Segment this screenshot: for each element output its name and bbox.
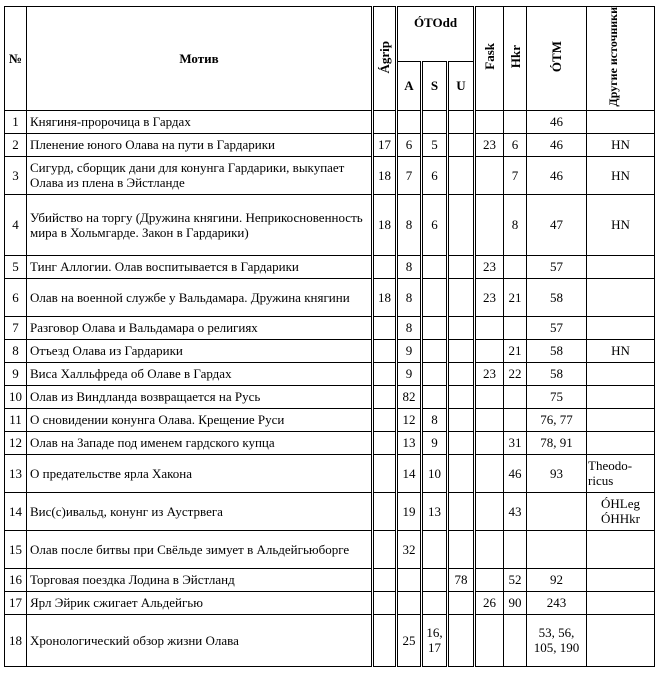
- cell-other: [587, 110, 655, 133]
- cell-u: [448, 316, 475, 339]
- cell-motif: Сигурд, сборщик дани для конунга Гардарики, выкупает Олава из плена в Эйстланде: [27, 156, 373, 194]
- cell-fask: [475, 614, 504, 666]
- cell-num: 16: [5, 568, 27, 591]
- table-row: [5, 133, 655, 156]
- cell-otm: 46: [527, 110, 587, 133]
- cell-other: [587, 591, 655, 614]
- table-row: [5, 110, 655, 133]
- table-row: [5, 614, 655, 666]
- cell-hkr: 90: [504, 591, 527, 614]
- cell-motif: Хронологический обзор жизни Олава: [27, 614, 373, 666]
- cell-agrip: [373, 385, 397, 408]
- cell-otm: [527, 492, 587, 530]
- cell-hkr: 7: [504, 156, 527, 194]
- cell-other: HN: [587, 194, 655, 255]
- cell-hkr: 6: [504, 133, 527, 156]
- cell-otm: [527, 530, 587, 568]
- motif-table: [4, 6, 655, 667]
- table-row: [5, 431, 655, 454]
- cell-motif: Олав на военной службе у Вальдамара. Дружина княгини: [27, 278, 373, 316]
- cell-a: 19: [397, 492, 422, 530]
- cell-otm: 93: [527, 454, 587, 492]
- header-fask-label: Fask: [482, 43, 497, 71]
- cell-a: 14: [397, 454, 422, 492]
- cell-other: [587, 614, 655, 666]
- cell-num: 7: [5, 316, 27, 339]
- cell-a: [397, 591, 422, 614]
- cell-num: 5: [5, 255, 27, 278]
- cell-other: HN: [587, 133, 655, 156]
- cell-other: [587, 568, 655, 591]
- cell-agrip: [373, 614, 397, 666]
- cell-a: 25: [397, 614, 422, 666]
- header-other-label: Другие источники: [605, 7, 620, 107]
- header-num: №: [5, 7, 27, 111]
- cell-a: 7: [397, 156, 422, 194]
- cell-otm: 58: [527, 339, 587, 362]
- cell-s: 8: [422, 408, 448, 431]
- cell-a: 9: [397, 362, 422, 385]
- table-row: [5, 385, 655, 408]
- cell-u: [448, 362, 475, 385]
- cell-num: 12: [5, 431, 27, 454]
- cell-a: 32: [397, 530, 422, 568]
- cell-agrip: [373, 362, 397, 385]
- header-fask: [475, 7, 504, 111]
- cell-other: [587, 278, 655, 316]
- cell-u: [448, 492, 475, 530]
- cell-s: [422, 568, 448, 591]
- cell-agrip: [373, 568, 397, 591]
- cell-s: 10: [422, 454, 448, 492]
- cell-hkr: [504, 408, 527, 431]
- cell-num: 3: [5, 156, 27, 194]
- cell-motif: Виса Халльфреда об Олаве в Гардах: [27, 362, 373, 385]
- table-row: [5, 408, 655, 431]
- cell-u: [448, 591, 475, 614]
- cell-otm: 58: [527, 278, 587, 316]
- cell-s: [422, 362, 448, 385]
- cell-u: [448, 110, 475, 133]
- cell-fask: 23: [475, 133, 504, 156]
- cell-a: 8: [397, 194, 422, 255]
- cell-hkr: 43: [504, 492, 527, 530]
- cell-s: [422, 316, 448, 339]
- cell-other: [587, 530, 655, 568]
- cell-hkr: [504, 110, 527, 133]
- cell-u: [448, 133, 475, 156]
- cell-a: 82: [397, 385, 422, 408]
- cell-u: [448, 156, 475, 194]
- cell-fask: [475, 530, 504, 568]
- cell-other: [587, 385, 655, 408]
- cell-s: 16, 17: [422, 614, 448, 666]
- cell-s: [422, 278, 448, 316]
- cell-s: 9: [422, 431, 448, 454]
- cell-s: [422, 110, 448, 133]
- cell-other: ÓHLeg ÓHHkr: [587, 492, 655, 530]
- cell-a: 9: [397, 339, 422, 362]
- cell-fask: [475, 408, 504, 431]
- cell-num: 13: [5, 454, 27, 492]
- cell-otm: 92: [527, 568, 587, 591]
- cell-hkr: [504, 530, 527, 568]
- cell-fask: [475, 156, 504, 194]
- cell-motif: Торговая поездка Лодина в Эйстланд: [27, 568, 373, 591]
- header-motif: Мотив: [27, 7, 373, 111]
- cell-other: Theodo- ricus: [587, 454, 655, 492]
- cell-agrip: [373, 454, 397, 492]
- cell-fask: 23: [475, 278, 504, 316]
- cell-motif: Разговор Олава и Вальдамара о религиях: [27, 316, 373, 339]
- cell-otm: 76, 77: [527, 408, 587, 431]
- cell-hkr: 31: [504, 431, 527, 454]
- cell-fask: [475, 194, 504, 255]
- cell-otm: 57: [527, 316, 587, 339]
- header-s: S: [422, 62, 448, 110]
- cell-fask: [475, 385, 504, 408]
- cell-s: [422, 591, 448, 614]
- cell-other: HN: [587, 156, 655, 194]
- cell-num: 14: [5, 492, 27, 530]
- table-row: [5, 591, 655, 614]
- cell-motif: Убийство на торгу (Дружина княгини. Неприкосновенность мира в Хольмгарде. Закон в Гардарики): [27, 194, 373, 255]
- cell-hkr: 46: [504, 454, 527, 492]
- cell-otm: 46: [527, 133, 587, 156]
- cell-u: [448, 278, 475, 316]
- table-row: [5, 255, 655, 278]
- table-row: [5, 156, 655, 194]
- cell-fask: 23: [475, 255, 504, 278]
- cell-otm: 243: [527, 591, 587, 614]
- cell-otm: 46: [527, 156, 587, 194]
- cell-motif: Ярл Эйрик сжигает Альдейгью: [27, 591, 373, 614]
- cell-hkr: [504, 255, 527, 278]
- cell-num: 10: [5, 385, 27, 408]
- cell-num: 17: [5, 591, 27, 614]
- cell-u: [448, 454, 475, 492]
- header-otm: [527, 7, 587, 111]
- cell-motif: Олав из Виндланда возвращается на Русь: [27, 385, 373, 408]
- cell-a: 8: [397, 316, 422, 339]
- cell-u: [448, 255, 475, 278]
- cell-u: [448, 385, 475, 408]
- cell-other: [587, 431, 655, 454]
- cell-agrip: [373, 110, 397, 133]
- cell-motif: Вис(с)ивальд, конунг из Аустрвега: [27, 492, 373, 530]
- cell-num: 6: [5, 278, 27, 316]
- cell-agrip: [373, 316, 397, 339]
- table-row: [5, 278, 655, 316]
- cell-s: 13: [422, 492, 448, 530]
- cell-motif: Отъезд Олава из Гардарики: [27, 339, 373, 362]
- cell-fask: [475, 431, 504, 454]
- table-row: [5, 568, 655, 591]
- cell-otm: 58: [527, 362, 587, 385]
- cell-u: [448, 408, 475, 431]
- header-u: U: [448, 62, 475, 110]
- header-otodd: ÓTOdd: [397, 7, 475, 62]
- cell-hkr: 52: [504, 568, 527, 591]
- cell-otm: 78, 91: [527, 431, 587, 454]
- cell-hkr: 22: [504, 362, 527, 385]
- cell-otm: 47: [527, 194, 587, 255]
- cell-u: [448, 339, 475, 362]
- cell-agrip: 17: [373, 133, 397, 156]
- cell-num: 1: [5, 110, 27, 133]
- cell-agrip: [373, 530, 397, 568]
- cell-a: [397, 568, 422, 591]
- table-row: [5, 316, 655, 339]
- cell-num: 4: [5, 194, 27, 255]
- cell-fask: [475, 316, 504, 339]
- cell-fask: 26: [475, 591, 504, 614]
- table-row: [5, 194, 655, 255]
- cell-agrip: [373, 408, 397, 431]
- cell-u: [448, 614, 475, 666]
- header-otm-label: ÓTM: [549, 41, 564, 73]
- header-a: A: [397, 62, 422, 110]
- cell-s: [422, 255, 448, 278]
- cell-other: [587, 362, 655, 385]
- table-row: [5, 339, 655, 362]
- cell-s: 6: [422, 194, 448, 255]
- cell-otm: 53, 56, 105, 190: [527, 614, 587, 666]
- cell-u: [448, 530, 475, 568]
- cell-u: [448, 431, 475, 454]
- cell-agrip: [373, 591, 397, 614]
- cell-agrip: 18: [373, 278, 397, 316]
- cell-num: 18: [5, 614, 27, 666]
- cell-fask: [475, 568, 504, 591]
- cell-motif: Княгиня-пророчица в Гардах: [27, 110, 373, 133]
- cell-fask: [475, 454, 504, 492]
- table-row: [5, 492, 655, 530]
- cell-hkr: [504, 614, 527, 666]
- header-hkr-label: Hkr: [507, 45, 523, 69]
- cell-num: 2: [5, 133, 27, 156]
- header-agrip-label: Ágrip: [377, 40, 392, 74]
- cell-hkr: 21: [504, 278, 527, 316]
- cell-fask: [475, 110, 504, 133]
- cell-fask: 23: [475, 362, 504, 385]
- cell-other: HN: [587, 339, 655, 362]
- cell-u: [448, 194, 475, 255]
- cell-a: [397, 110, 422, 133]
- cell-hkr: [504, 385, 527, 408]
- cell-num: 9: [5, 362, 27, 385]
- cell-agrip: [373, 431, 397, 454]
- cell-s: [422, 530, 448, 568]
- cell-a: 6: [397, 133, 422, 156]
- cell-otm: 75: [527, 385, 587, 408]
- cell-other: [587, 255, 655, 278]
- table-row: [5, 530, 655, 568]
- cell-s: [422, 339, 448, 362]
- cell-motif: Тинг Аллогии. Олав воспитывается в Гардарики: [27, 255, 373, 278]
- cell-other: [587, 408, 655, 431]
- cell-u: 78: [448, 568, 475, 591]
- cell-agrip: 18: [373, 156, 397, 194]
- cell-s: 6: [422, 156, 448, 194]
- cell-a: 8: [397, 278, 422, 316]
- table-row: [5, 454, 655, 492]
- cell-hkr: 8: [504, 194, 527, 255]
- cell-a: 13: [397, 431, 422, 454]
- cell-motif: Олав на Западе под именем гардского купца: [27, 431, 373, 454]
- cell-hkr: 21: [504, 339, 527, 362]
- cell-s: 5: [422, 133, 448, 156]
- header-other: [587, 7, 655, 111]
- cell-fask: [475, 492, 504, 530]
- cell-motif: О сновидении конунга Олава. Крещение Руси: [27, 408, 373, 431]
- cell-num: 8: [5, 339, 27, 362]
- cell-agrip: 18: [373, 194, 397, 255]
- cell-other: [587, 316, 655, 339]
- cell-motif: Пленение юного Олава на пути в Гардарики: [27, 133, 373, 156]
- cell-agrip: [373, 492, 397, 530]
- cell-motif: Олав после битвы при Свёльде зимует в Альдейгьюборге: [27, 530, 373, 568]
- cell-s: [422, 385, 448, 408]
- cell-a: 12: [397, 408, 422, 431]
- table-row: [5, 362, 655, 385]
- cell-otm: 57: [527, 255, 587, 278]
- cell-a: 8: [397, 255, 422, 278]
- cell-fask: [475, 339, 504, 362]
- header-agrip: [373, 7, 397, 111]
- cell-num: 15: [5, 530, 27, 568]
- cell-agrip: [373, 255, 397, 278]
- cell-hkr: [504, 316, 527, 339]
- cell-agrip: [373, 339, 397, 362]
- table-body: [5, 110, 655, 666]
- cell-motif: О предательстве ярла Хакона: [27, 454, 373, 492]
- cell-num: 11: [5, 408, 27, 431]
- header-hkr: [504, 7, 527, 111]
